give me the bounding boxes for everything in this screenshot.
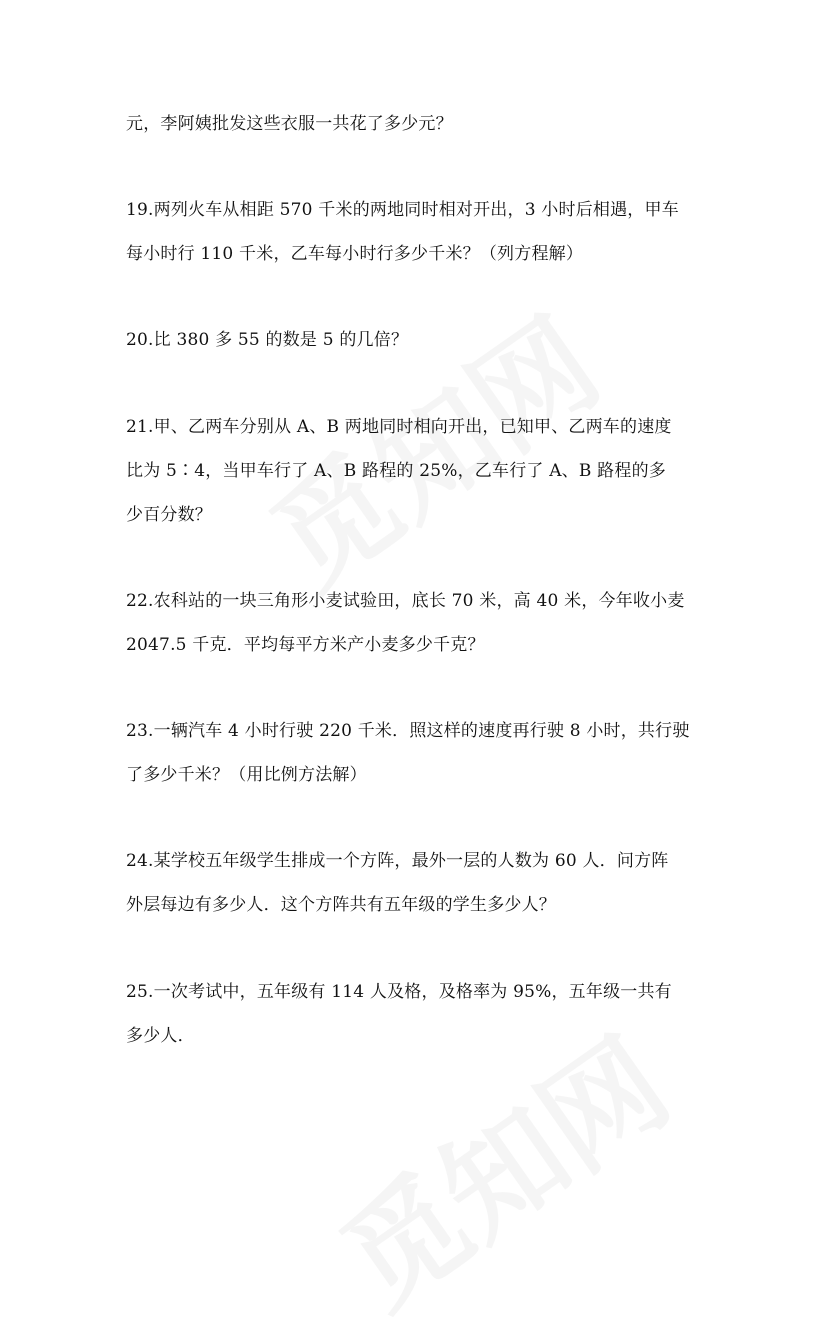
text-line-q21-2: 比为 5∶4，当甲车行了 A、B 路程的 25%，乙车行了 A、B 路程的多 [126,461,666,481]
text-line-q19-1: 19.两列火车从相距 570 千米的两地同时相对开出，3 小时后相遇，甲车 [126,200,679,220]
text-line-q21-3: 少百分数？ [126,505,212,525]
text-line-q22-1: 22.农科站的一块三角形小麦试验田，底长 70 米，高 40 米，今年收小麦 [126,591,685,611]
text-line-q25-2: 多少人． [126,1026,195,1046]
text-line-q24-2: 外层每边有多少人．这个方阵共有五年级的学生多少人？ [126,895,556,915]
text-line-q18-end: 元，李阿姨批发这些衣服一共花了多少元？ [126,114,453,134]
watermark [233,272,627,619]
text-line-q25-1: 25.一次考试中，五年级有 114 人及格，及格率为 95%，五年级一共有 [126,982,672,1002]
text-line-q19-2: 每小时行 110 千米，乙车每小时行多少千米？（列方程解） [126,244,584,264]
text-line-q21-1: 21.甲、乙两车分别从 A、B 两地同时相向开出，已知甲、乙两车的速度 [126,417,672,437]
watermark [303,992,697,1339]
text-line-q23-1: 23.一辆汽车 4 小时行驶 220 千米．照这样的速度再行驶 8 小时，共行驶 [126,721,690,741]
text-line-q22-2: 2047.5 千克．平均每平方米产小麦多少千克？ [126,635,485,655]
text-line-q20: 20.比 380 多 55 的数是 5 的几倍？ [126,330,409,350]
text-line-q24-1: 24.某学校五年级学生排成一个方阵，最外一层的人数为 60 人．问方阵 [126,851,669,871]
text-line-q23-2: 了多少千米？（用比例方法解） [126,765,367,785]
